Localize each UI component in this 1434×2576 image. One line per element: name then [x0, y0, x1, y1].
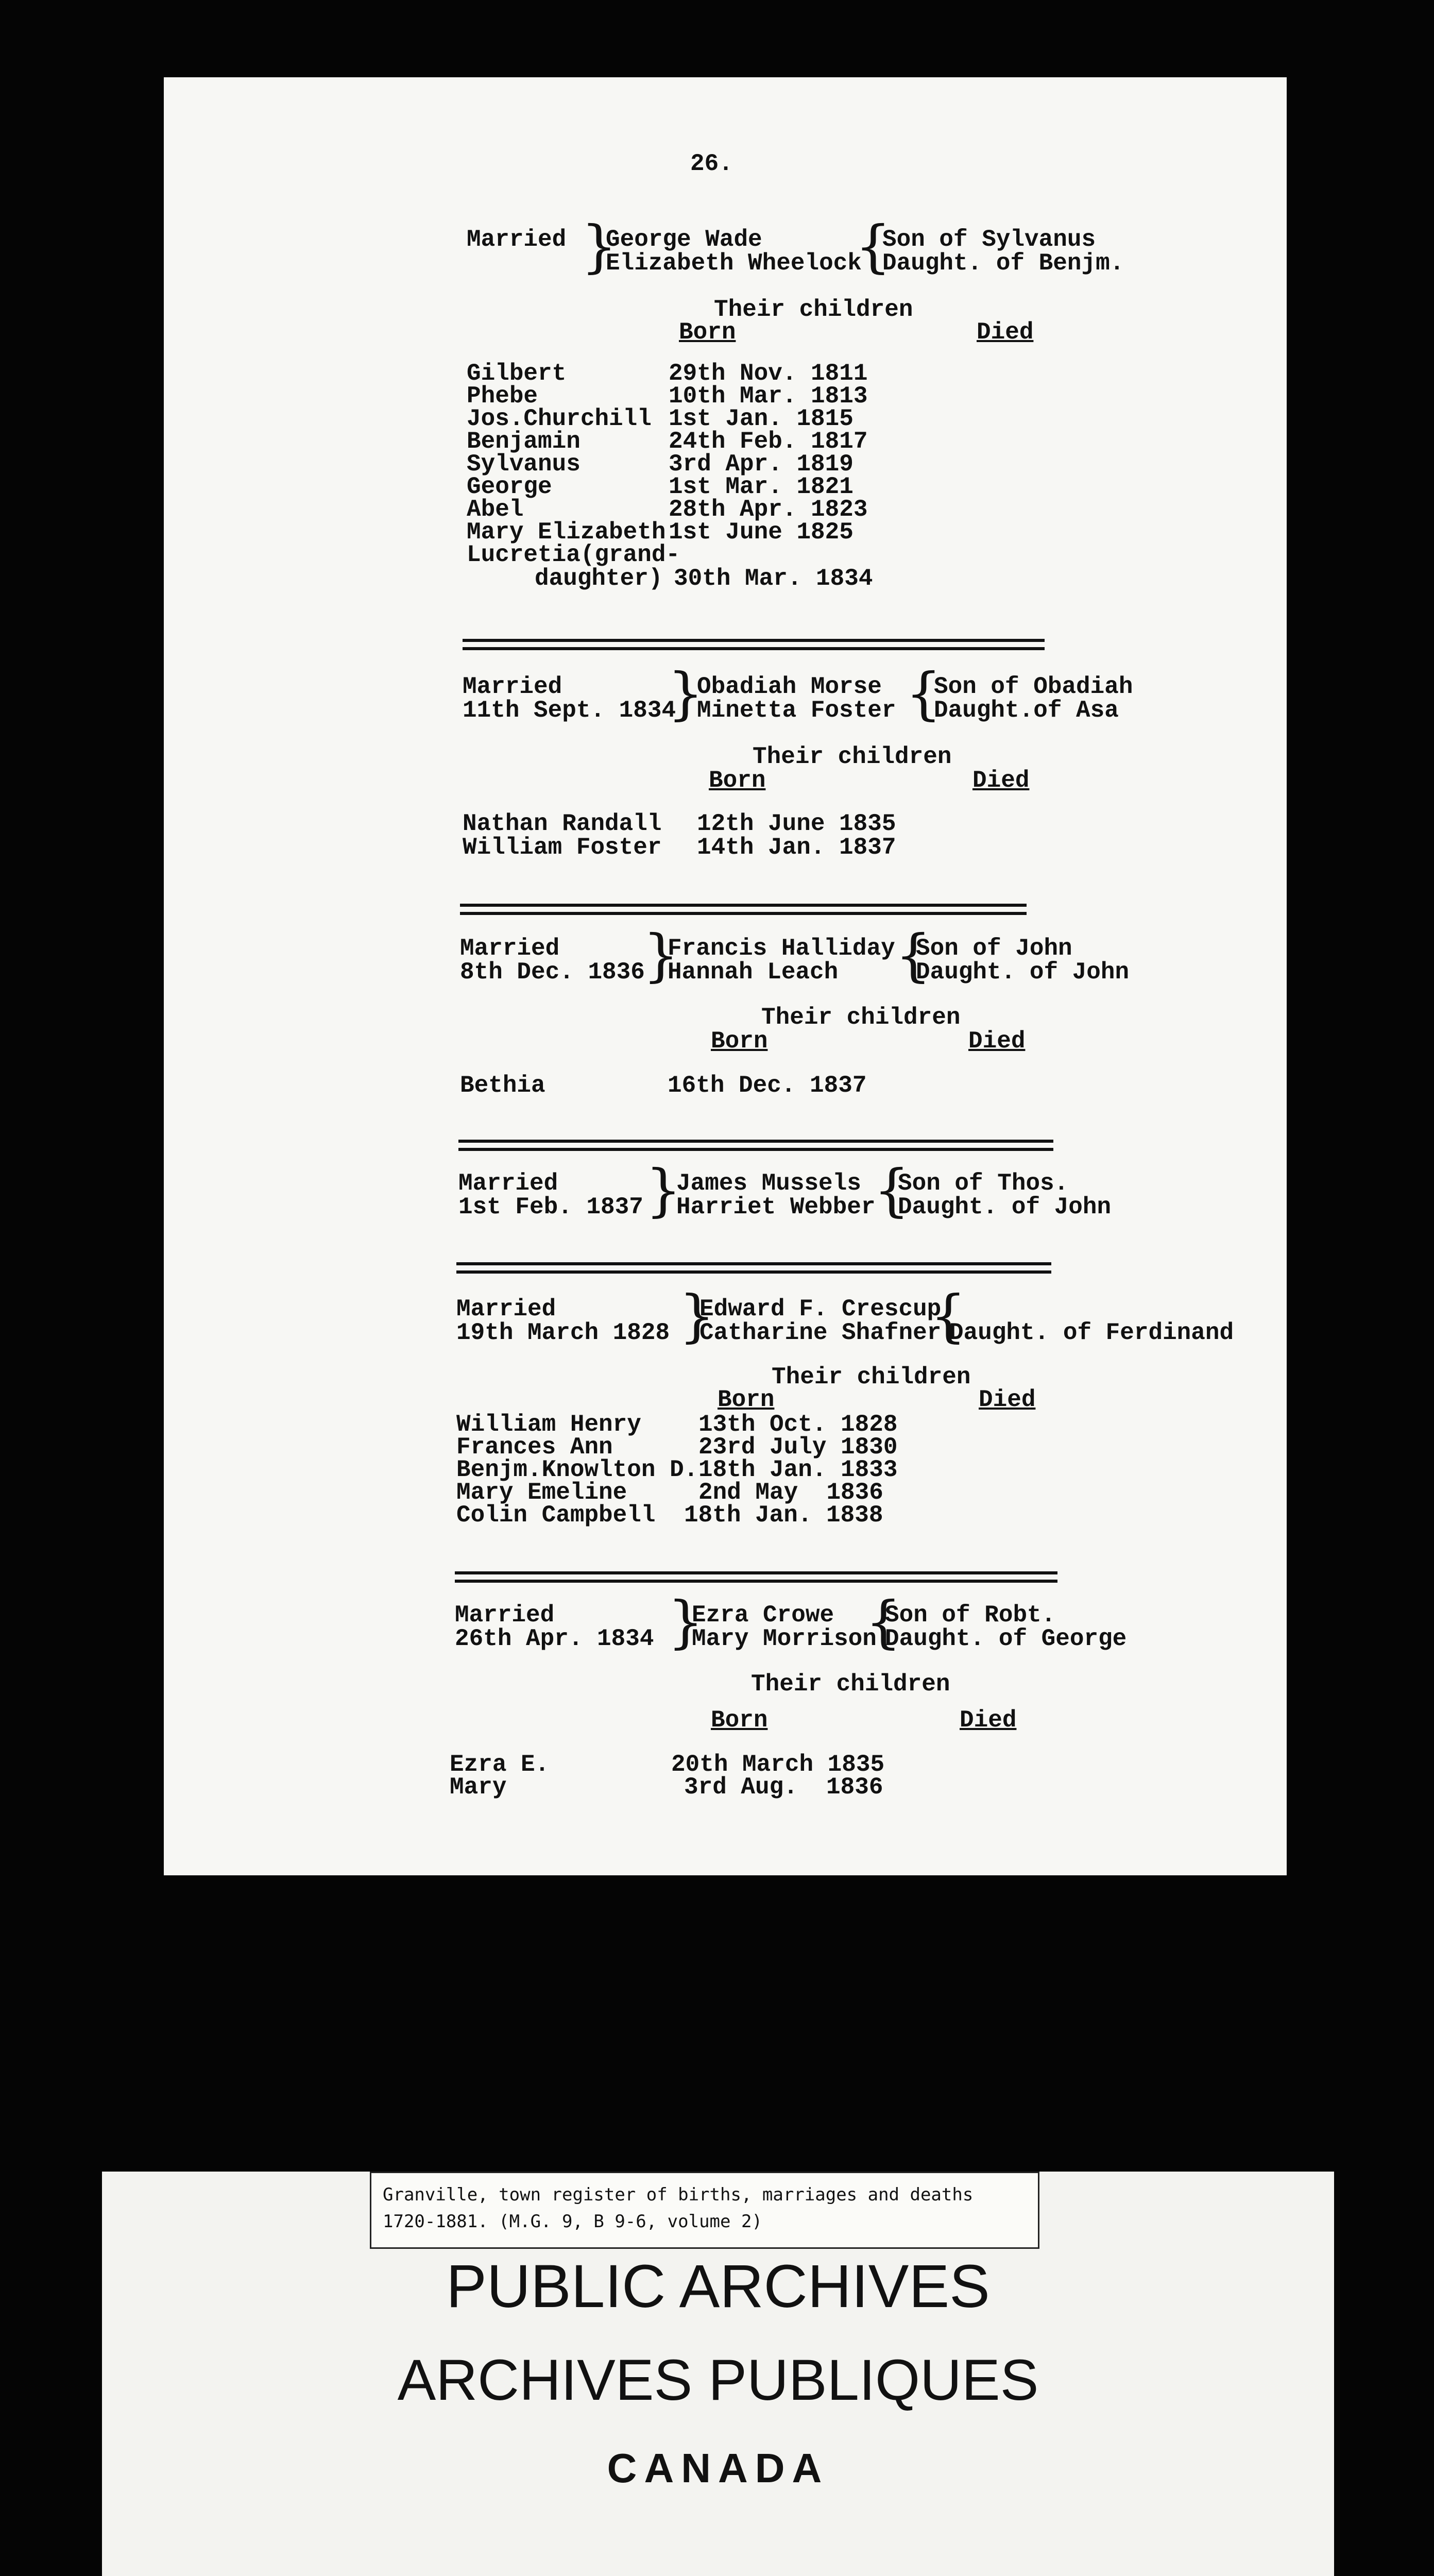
child-name: Mary Elizabeth [467, 519, 666, 546]
child-name: Colin Campbell [456, 1502, 656, 1529]
children-heading: Their children [714, 296, 913, 323]
child-name: daughter) [535, 565, 663, 592]
child-name: William Henry [456, 1411, 641, 1438]
spouse-name: Catharine Shafner [699, 1319, 942, 1346]
died-label: Died [968, 1028, 1026, 1055]
child-name: William Foster [463, 834, 662, 861]
divider [463, 647, 1045, 650]
register-page [164, 77, 1287, 1875]
child-name: Benjamin [467, 428, 581, 455]
child-born: 18th Jan. 1838 [684, 1502, 883, 1529]
brace-open: { [874, 1157, 910, 1223]
parent-note: Daught. of George [885, 1625, 1127, 1652]
born-label: Born [711, 1707, 768, 1734]
children-heading: Their children [772, 1364, 971, 1391]
child-name: Nathan Randall [463, 810, 662, 837]
born-label: Born [718, 1386, 775, 1413]
divider [458, 1140, 1053, 1143]
children-heading: Their children [761, 1004, 961, 1031]
brace-open: { [895, 922, 931, 988]
child-name: Mary [450, 1774, 507, 1801]
archives-title-fr: ARCHIVES PUBLIQUES [397, 2348, 1039, 2412]
record-label: Married [458, 1170, 558, 1197]
brace-close: } [679, 1283, 715, 1349]
born-label: Born [679, 319, 736, 346]
parent-note: Son of Sylvanus [882, 226, 1096, 253]
marriage-date: 1st Feb. 1837 [458, 1194, 643, 1221]
record-label: Married [467, 226, 567, 253]
spouse-name: Mary Morrison [692, 1625, 877, 1652]
child-name: Lucretia(grand- [467, 541, 680, 568]
child-born: 10th Mar. 1813 [669, 383, 868, 410]
spouse-name: Ezra Crowe [692, 1602, 834, 1629]
brace-close: } [668, 1589, 704, 1655]
spouse-name: George Wade [606, 226, 762, 253]
spouse-name: Harriet Webber [676, 1194, 876, 1221]
children-heading: Their children [753, 743, 952, 770]
marriage-date: 26th Apr. 1834 [455, 1625, 654, 1652]
parent-note: Daught.of Asa [934, 697, 1119, 724]
brace-close: } [668, 660, 704, 726]
child-born: 23rd July 1830 [698, 1434, 898, 1461]
parent-note: Son of John [916, 935, 1072, 962]
spouse-name: Hannah Leach [668, 959, 839, 986]
archives-card [102, 2172, 1334, 2576]
child-name: Gilbert [467, 360, 567, 387]
spouse-name: James Mussels [676, 1170, 861, 1197]
brace-open: { [865, 1589, 901, 1655]
page-number: 26. [690, 150, 733, 177]
divider [455, 1571, 1057, 1574]
child-name: Mary Emeline [456, 1479, 627, 1506]
born-label: Born [711, 1028, 768, 1055]
child-name: Ezra E. [450, 1751, 550, 1778]
born-label: Born [709, 767, 766, 794]
child-born: 3rd Aug. 1836 [684, 1774, 883, 1801]
child-born: 20th March 1835 [671, 1751, 885, 1778]
brace-close: } [581, 213, 617, 279]
divider [460, 912, 1027, 915]
children-heading: Their children [751, 1671, 950, 1698]
parent-note: Daught. of Benjm. [882, 250, 1124, 277]
brace-close: } [645, 1157, 681, 1223]
parent-note: Son of Thos. [898, 1170, 1069, 1197]
child-born: 1st Mar. 1821 [669, 473, 853, 500]
child-born: 18th Jan. 1833 [698, 1456, 898, 1483]
child-name: Jos.Churchill [467, 405, 652, 432]
divider [458, 1148, 1053, 1151]
child-name: Benjm.Knowlton D. [456, 1456, 698, 1483]
marriage-date: 8th Dec. 1836 [460, 959, 645, 986]
divider [455, 1580, 1057, 1583]
died-label: Died [960, 1707, 1017, 1734]
spouse-name: Edward F. Crescup [699, 1296, 942, 1323]
collection-label-line: 1720-1881. (M.G. 9, B 9-6, volume 2) [383, 2211, 762, 2232]
divider [460, 904, 1027, 907]
child-born: 1st Jan. 1815 [669, 405, 853, 432]
divider [456, 1270, 1051, 1274]
parent-note: Son of Robt. [885, 1602, 1056, 1629]
divider [456, 1262, 1051, 1265]
marriage-date: 19th March 1828 [456, 1319, 670, 1346]
child-born: 14th Jan. 1837 [697, 834, 896, 861]
child-born: 2nd May 1836 [698, 1479, 883, 1506]
child-born: 3rd Apr. 1819 [669, 451, 853, 478]
spouse-name: Minetta Foster [697, 697, 896, 724]
brace-open: { [930, 1283, 966, 1349]
died-label: Died [972, 767, 1030, 794]
died-label: Died [977, 319, 1034, 346]
child-born: 24th Feb. 1817 [669, 428, 868, 455]
record-label: Married [455, 1602, 555, 1629]
collection-label [370, 2172, 1039, 2249]
child-name: George [467, 473, 552, 500]
child-born: 29th Nov. 1811 [669, 360, 868, 387]
record-label: Married [456, 1296, 556, 1323]
archives-title-en: PUBLIC ARCHIVES [446, 2252, 990, 2320]
parent-note: Son of Obadiah [934, 673, 1133, 700]
spouse-name: Elizabeth Wheelock [606, 250, 862, 277]
child-born: 13th Oct. 1828 [698, 1411, 898, 1438]
collection-label-line: Granville, town register of births, marriages and deaths [383, 2184, 974, 2205]
parent-note: Daught. of John [916, 959, 1130, 986]
brace-open: { [906, 660, 942, 726]
child-name: Abel [467, 496, 524, 523]
child-born: 30th Mar. 1834 [674, 565, 873, 592]
child-name: Sylvanus [467, 451, 581, 478]
parent-note: Daught. of John [898, 1194, 1112, 1221]
spouse-name: Obadiah Morse [697, 673, 882, 700]
brace-close: } [643, 922, 679, 988]
brace-open: { [855, 213, 891, 279]
child-name: Frances Ann [456, 1434, 613, 1461]
child-name: Bethia [460, 1072, 545, 1099]
child-born: 1st June 1825 [669, 519, 853, 546]
child-born: 28th Apr. 1823 [669, 496, 868, 523]
marriage-date: 11th Sept. 1834 [463, 697, 676, 724]
record-label: Married [460, 935, 560, 962]
died-label: Died [979, 1386, 1036, 1413]
record-label: Married [463, 673, 562, 700]
child-name: Phebe [467, 383, 538, 410]
parent-note: Daught. of Ferdinand [949, 1319, 1234, 1346]
archives-country: CANADA [607, 2445, 829, 2491]
child-born: 16th Dec. 1837 [668, 1072, 867, 1099]
child-born: 12th June 1835 [697, 810, 896, 837]
divider [463, 639, 1045, 642]
spouse-name: Francis Halliday [668, 935, 895, 962]
